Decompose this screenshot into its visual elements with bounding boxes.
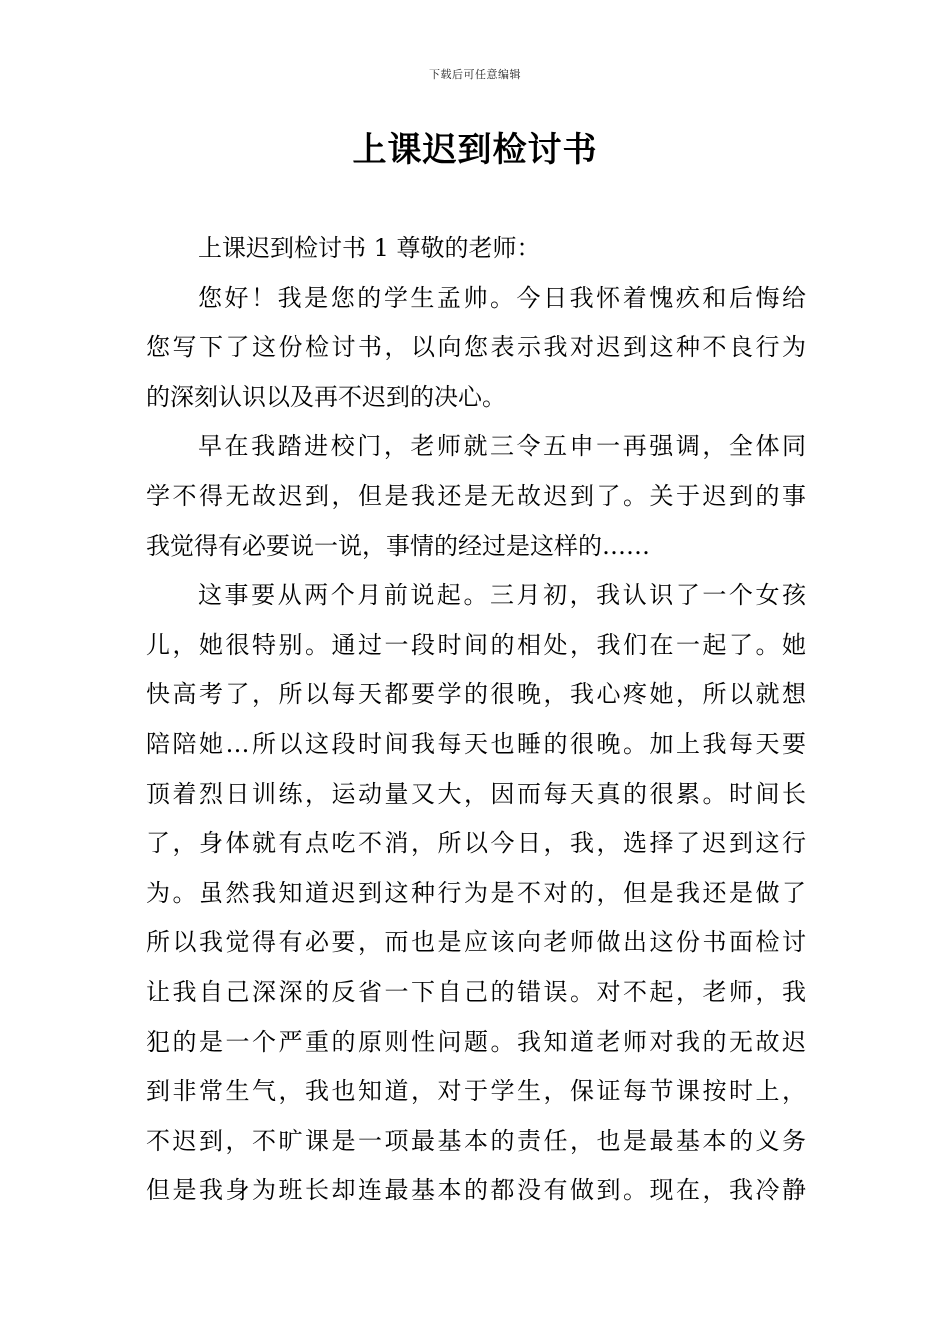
body-line: 了，身体就有点吃不消，所以今日，我，选择了迟到这行 <box>146 829 806 858</box>
body-line: 犯的是一个严重的原则性问题。我知道老师对我的无故迟 <box>146 1027 806 1056</box>
body-line: 我觉得有必要说一说，事情的经过是这样的…… <box>146 531 650 560</box>
body-line: 但是我身为班长却连最基本的都没有做到。现在，我冷静 <box>146 1176 806 1205</box>
body-line: 到非常生气，我也知道，对于学生，保证每节课按时上， <box>146 1077 806 1106</box>
document-body <box>146 224 806 1216</box>
body-line: 所以我觉得有必要，而也是应该向老师做出这份书面检讨 <box>146 928 806 957</box>
body-line: 这事要从两个月前说起。三月初，我认识了一个女孩 <box>198 581 806 610</box>
body-line: 顶着烈日训练，运动量又大，因而每天真的很累。时间长 <box>146 779 806 808</box>
body-line: 您好！我是您的学生孟帅。今日我怀着愧疚和后悔给 <box>198 283 806 312</box>
body-line: 您写下了这份检讨书，以向您表示我对迟到这种不良行为 <box>146 333 806 362</box>
body-line: 陪陪她…所以这段时间我每天也睡的很晚。加上我每天要 <box>146 729 806 758</box>
body-line: 快高考了，所以每天都要学的很晚，我心疼她，所以就想 <box>146 680 806 709</box>
body-line: 早在我踏进校门，老师就三令五申一再强调，全体同 <box>198 432 806 461</box>
body-line: 的深刻认识以及再不迟到的决心。 <box>146 382 506 411</box>
document-title: 上课迟到检讨书 <box>352 130 598 170</box>
body-line: 为。虽然我知道迟到这种行为是不对的，但是我还是做了 <box>146 878 806 907</box>
body-line: 让我自己深深的反省一下自己的错误。对不起，老师，我 <box>146 977 806 1006</box>
body-line-salutation: 上课迟到检讨书 1 尊敬的老师： <box>198 234 541 262</box>
page-header-note: 下载后可任意编辑 <box>429 68 521 81</box>
body-line: 不迟到，不旷课是一项最基本的责任，也是最基本的义务 <box>146 1126 806 1155</box>
body-line: 学不得无故迟到，但是我还是无故迟到了。关于迟到的事 <box>146 481 806 510</box>
body-line: 儿，她很特别。通过一段时间的相处，我们在一起了。她 <box>146 630 806 659</box>
